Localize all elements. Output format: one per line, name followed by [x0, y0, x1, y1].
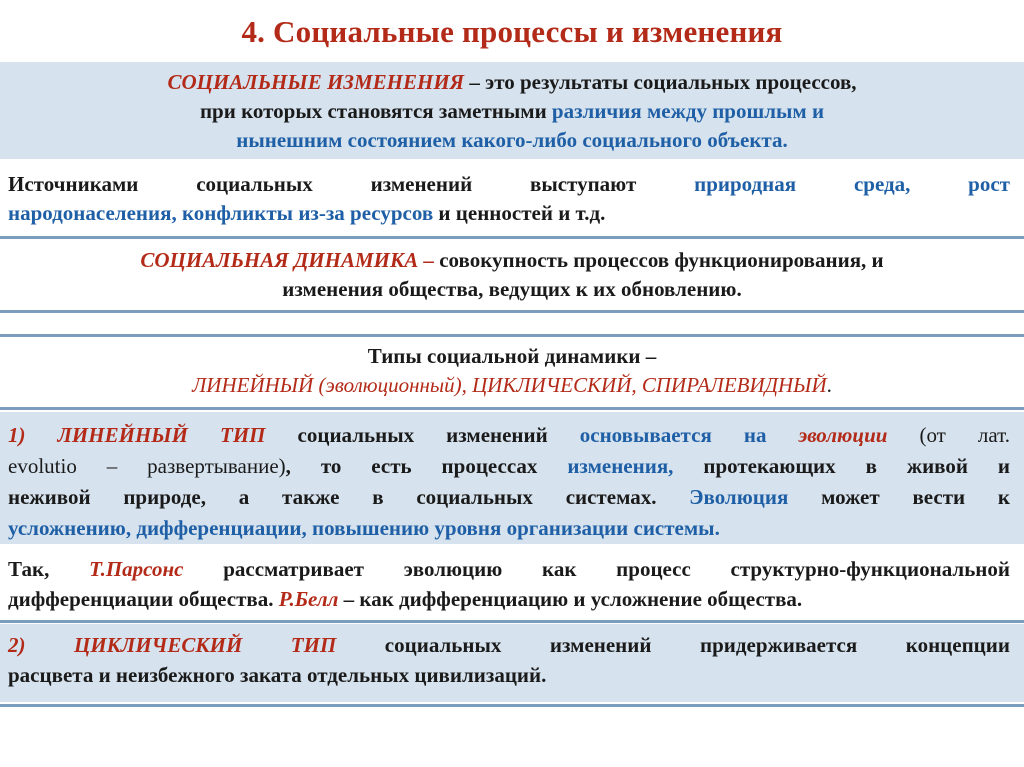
parsons-bell: Так, Т.Парсонс рассматривает эволюцию как процесс структурно-функциональной дифференциации общества. Р.Белл – как дифференциацию и усложнение общества.: [8, 557, 1011, 611]
divider: [0, 620, 1024, 623]
slide-title: 4. Социальные процессы и изменения: [241, 14, 783, 49]
divider: [0, 236, 1024, 239]
definition-social-changes: СОЦИАЛЬНЫЕ ИЗМЕНЕНИЯ – это результаты социальных процессов, при которых становятся заметными различия между прошлым и нынешним состоянием какого-либо социального объекта.: [0, 62, 1024, 159]
divider: [0, 704, 1024, 707]
types-of-dynamics: Типы социальной динамики – ЛИНЕЙНЫЙ (эволюционный), ЦИКЛИЧЕСКИЙ, СПИРАЛЕВИДНЫЙ.: [192, 344, 832, 397]
divider: [0, 310, 1024, 313]
divider: [0, 407, 1024, 410]
linear-type: 1) ЛИНЕЙНЫЙ ТИП социальных изменений основывается на эволюции (от лат. evolutio – развертывание), то есть процессах изменения, протекающих в живой и неживой природе, а также в социальных системах. Эволюция может вести к усложнению, дифференциации, повышению уровня организации системы.: [0, 412, 1024, 544]
divider: [0, 334, 1024, 337]
sources-of-changes: Источниками социальных изменений выступают природная среда, рост народонаселения, конфликты из-за ресурсов и ценностей и т.д.: [8, 172, 1010, 225]
cyclic-type: 2) ЦИКЛИЧЕСКИЙ ТИП социальных изменений придерживается концепции расцвета и неизбежного заката отдельных цивилизаций.: [0, 624, 1024, 702]
definition-social-dynamics: СОЦИАЛЬНАЯ ДИНАМИКА – совокупность процессов функционирования, и изменения общества, ведущих к их обновлению.: [140, 248, 884, 301]
highlight-differences: различия между прошлым и: [551, 99, 825, 123]
term-social-changes: СОЦИАЛЬНЫЕ ИЗМЕНЕНИЯ: [167, 70, 465, 94]
term-social-dynamics: СОЦИАЛЬНАЯ ДИНАМИКА –: [140, 248, 434, 272]
